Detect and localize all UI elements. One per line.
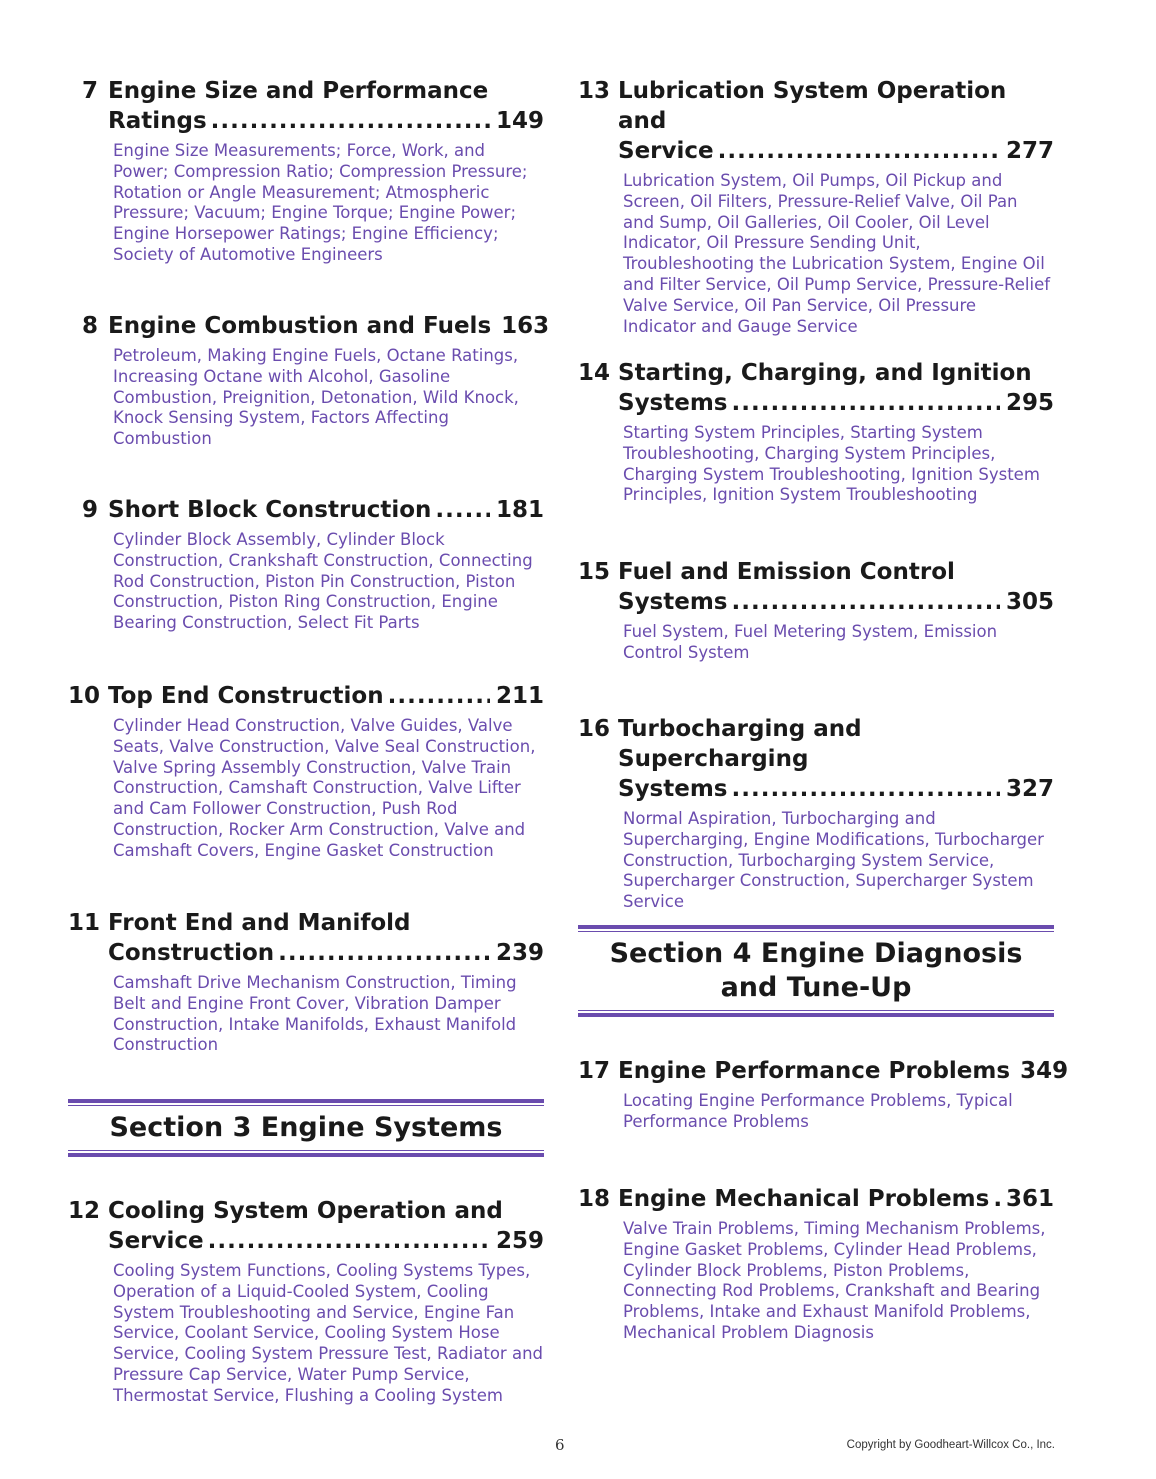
- chapter-title-line1: Fuel and Emission Control: [618, 559, 955, 585]
- entry-heading: [68, 76, 544, 136]
- chapter-number: 14: [578, 360, 611, 386]
- chapter-number: 10: [68, 683, 101, 709]
- page-ref: 259: [495, 1228, 544, 1254]
- chapter-title-line1: Turbocharging and Supercharging: [618, 716, 862, 772]
- section-title-line1: Section 4 Engine Diagnosis: [609, 938, 1023, 969]
- chapter-topics: Lubrication System, Oil Pumps, Oil Pickup and Screen, Oil Filters, Pressure-Relief Valve, Oil Pan and Sump, Oil Galleries, Oil Cooler, Oil Level Indicator, Oil Pressure Sending Unit, Troubleshooting the Lubrication System, Engine Oil and Filter Service, Oil Pump Service, Pressure-Relief Valve Service, Oil Pan Service, Oil Pressure Indicator and Gauge Service: [623, 171, 1051, 336]
- page-ref: 181: [495, 497, 544, 523]
- toc-entry: [578, 714, 1054, 913]
- chapter-title: Engine Combustion and Fuels: [108, 313, 492, 339]
- chapter-number: 16: [578, 716, 611, 742]
- chapter-topics: Locating Engine Performance Problems, Typical Performance Problems: [623, 1091, 1013, 1131]
- toc-entry: [68, 908, 544, 1056]
- chapter-title-line1: Starting, Charging, and Ignition: [618, 360, 1032, 386]
- entry-heading: [578, 1056, 1069, 1086]
- chapter-title-line1: Cooling System Operation and: [108, 1198, 503, 1224]
- chapter-title-line1: Engine Size and Performance: [108, 78, 489, 104]
- dot-leader: [388, 681, 490, 711]
- dot-leader: [435, 495, 490, 525]
- dot-leader: [732, 587, 1000, 617]
- page-ref: 295: [1005, 390, 1054, 416]
- rule-top: [68, 1099, 544, 1106]
- section-banner: [68, 1099, 544, 1157]
- dot-leader: [278, 938, 490, 968]
- chapter-topics: Normal Aspiration, Turbocharging and Supercharging, Engine Modifications, Turbocharger Construction, Turbocharging System Service, Supercharger Construction, Supercharger System Service: [623, 809, 1044, 912]
- entry-heading: [578, 358, 1054, 418]
- chapter-number: 8: [81, 313, 98, 339]
- dot-leader: [993, 1184, 1000, 1214]
- dot-leader: [208, 1226, 490, 1256]
- page-ref: 211: [495, 683, 544, 709]
- chapter-number: 11: [68, 910, 101, 936]
- chapter-title: Systems: [618, 776, 728, 802]
- chapter-title: Top End Construction: [108, 683, 384, 709]
- entry-heading: [578, 714, 1054, 804]
- chapter-topics: Petroleum, Making Engine Fuels, Octane Ratings, Increasing Octane with Alcohol, Gasoline Combustion, Preignition, Detonation, Wild Knock, Knock Sensing System, Factors Affecting Combustion: [113, 346, 519, 449]
- chapter-title-line1: Lubrication System Operation and: [618, 78, 1007, 134]
- toc-entry: [68, 76, 544, 266]
- rule-bottom: [68, 1150, 544, 1157]
- page-number: 6: [555, 1436, 565, 1454]
- section-title: [578, 932, 1054, 1010]
- chapter-title: Service: [618, 138, 714, 164]
- chapter-number: 9: [81, 497, 98, 523]
- toc-entry: [578, 76, 1054, 337]
- chapter-title: Engine Mechanical Problems: [618, 1186, 990, 1212]
- section-title-line1: Section 3 Engine Systems: [109, 1112, 503, 1143]
- chapter-topics: Cylinder Head Construction, Valve Guides, Valve Seats, Valve Construction, Valve Seal Construction, Valve Spring Assembly Construction, Valve Train Construction, Camshaft Construction, Valve Lifter and Cam Follower Construction, Push Rod Construction, Rocker Arm Construction, Valve and Camshaft Covers, Engine Gasket Construction: [113, 716, 536, 860]
- chapter-number: 15: [578, 559, 611, 585]
- dot-leader: [732, 774, 1000, 804]
- dot-leader: [211, 106, 490, 136]
- toc-entry: [68, 681, 544, 862]
- page-ref: 149: [495, 108, 544, 134]
- chapter-topics: Fuel System, Fuel Metering System, Emission Control System: [623, 622, 998, 662]
- toc-entry: [578, 1184, 1054, 1344]
- rule-bottom: [578, 1010, 1054, 1017]
- entry-heading: [68, 1196, 544, 1256]
- chapter-number: 18: [578, 1186, 611, 1212]
- entry-heading: [578, 1184, 1054, 1214]
- chapter-topics: Camshaft Drive Mechanism Construction, Timing Belt and Engine Front Cover, Vibration Damper Construction, Intake Manifolds, Exhaust Manifold Construction: [113, 973, 517, 1055]
- chapter-topics: Valve Train Problems, Timing Mechanism Problems, Engine Gasket Problems, Cylinder Head Problems, Cylinder Block Problems, Piston Problems, Connecting Rod Problems, Crankshaft and Bearing Problems, Intake and Exhaust Manifold Problems, Mechanical Problem Diagnosis: [623, 1219, 1046, 1342]
- chapter-title: Systems: [618, 390, 728, 416]
- toc-entry: [68, 311, 550, 450]
- page-ref: 239: [495, 940, 544, 966]
- chapter-number: 12: [68, 1198, 101, 1224]
- entry-heading: [578, 557, 1054, 617]
- chapter-title: Service: [108, 1228, 204, 1254]
- entry-heading: [68, 311, 550, 341]
- chapter-title: Systems: [618, 589, 728, 615]
- chapter-topics: Cooling System Functions, Cooling Systems Types, Operation of a Liquid-Cooled System, Cooling System Troubleshooting and Service, Engine Fan Service, Coolant Service, Cooling System Hose Service, Cooling System Pressure Test, Radiator and Pressure Cap Service, Water Pump Service, Thermostat Service, Flushing a Cooling System: [113, 1261, 543, 1405]
- toc-entry: [578, 358, 1054, 506]
- section-title-line2: and Tune-Up: [720, 972, 912, 1003]
- rule-top: [578, 925, 1054, 932]
- chapter-title: Short Block Construction: [108, 497, 432, 523]
- page-ref: 361: [1005, 1186, 1054, 1212]
- entry-heading: [68, 908, 544, 968]
- toc-entry: [578, 557, 1054, 664]
- entry-heading: [68, 681, 544, 711]
- toc-entry: [578, 1056, 1069, 1133]
- chapter-title-line1: Front End and Manifold: [108, 910, 411, 936]
- entry-heading: [578, 76, 1054, 166]
- chapter-topics: Starting System Principles, Starting System Troubleshooting, Charging System Principles, Charging System Troubleshooting, Ignition System Principles, Ignition System Troubleshooting: [623, 423, 1040, 505]
- chapter-number: 13: [578, 78, 611, 104]
- chapter-topics: Cylinder Block Assembly, Cylinder Block Construction, Crankshaft Construction, Connecting Rod Construction, Piston Pin Construction, Piston Construction, Piston Ring Construction, Engine Bearing Construction, Select Fit Parts: [113, 530, 533, 633]
- chapter-number: 17: [578, 1058, 611, 1084]
- page-ref: 163: [501, 313, 550, 339]
- chapter-title: Construction: [108, 940, 275, 966]
- section-banner: [578, 925, 1054, 1017]
- section-title: [68, 1106, 544, 1150]
- toc-entry: [68, 495, 544, 634]
- page-ref: 305: [1005, 589, 1054, 615]
- page-ref: 349: [1020, 1058, 1069, 1084]
- chapter-topics: Engine Size Measurements; Force, Work, and Power; Compression Ratio; Compression Pressure; Rotation or Angle Measurement; Atmospheric Pressure; Vacuum; Engine Torque; Engine Power; Engine Horsepower Ratings; Engine Efficiency; Society of Automotive Engineers: [113, 141, 528, 264]
- chapter-number: 7: [81, 78, 98, 104]
- dot-leader: [718, 136, 1000, 166]
- chapter-title: Engine Performance Problems: [618, 1058, 1011, 1084]
- dot-leader: [732, 388, 1000, 418]
- copyright: Copyright by Goodheart-Willcox Co., Inc.: [846, 1439, 1055, 1451]
- page-ref: 327: [1005, 776, 1054, 802]
- toc-entry: [68, 1196, 544, 1407]
- page-ref: 277: [1005, 138, 1054, 164]
- chapter-title: Ratings: [108, 108, 207, 134]
- entry-heading: [68, 495, 544, 525]
